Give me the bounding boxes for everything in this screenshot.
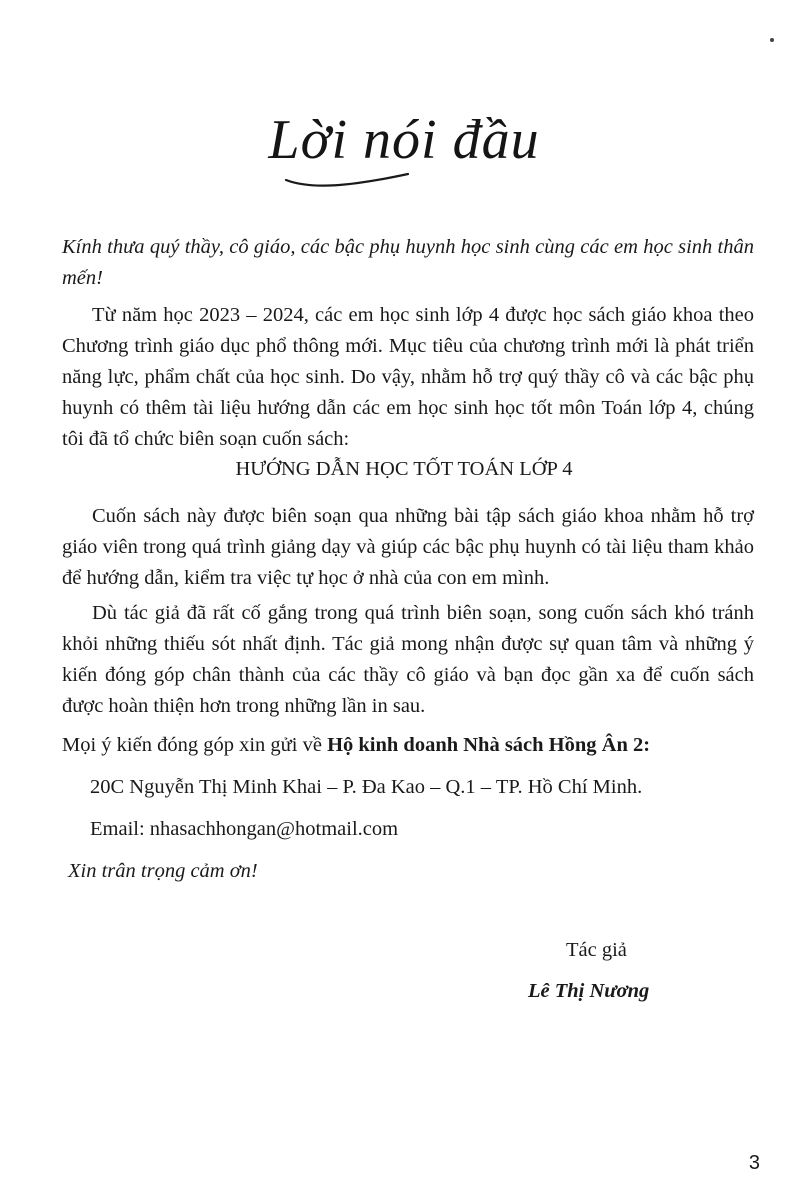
paragraph-3: Dù tác giả đã rất cố gắng trong quá trình biên soạn, song cuốn sách khó tránh khỏi những thiếu sót nhất định. Tác giả mong nhận được sự quan tâm và những ý kiến đóng góp chân thành của các thầy cô giáo và bạn đọc gần xa để cuốn sách được hoàn thiện hơn trong những lần in sau. [62,602,754,717]
page-number: 3 [748,1152,760,1174]
contact-line [62,734,650,757]
author-label: Tác giả [566,939,627,961]
email: Email: nhasachhongan@hotmail.com [90,818,399,840]
address: 20C Nguyễn Thị Minh Khai – P. Đa Kao – Q.1 – TP. Hồ Chí Minh. [90,776,643,798]
contact-intro: Mọi ý kiến đóng góp xin gửi về [62,734,328,756]
paragraph-1: Từ năm học 2023 – 2024, các em học sinh lớp 4 được học sách giáo khoa theo Chương trình giáo dục phổ thông mới. Mục tiêu của chương trình mới là phát triển năng lực, phẩm chất của học sinh. Do vậy, nhằm hỗ trợ quý thầy cô và các bậc phụ huynh có thêm tài liệu hướng dẫn các em học sinh học tốt môn Toán lớp 4, chúng tôi đã tổ chức biên soạn cuốn sách: [62,304,754,450]
greeting: Kính thưa quý thầy, cô giáo, các bậc phụ huynh học sinh cùng các em học sinh thân mến! [62,236,754,289]
title-flourish [282,150,412,190]
page-title: Lời nói đầu [268,109,540,171]
print-speck [770,38,774,42]
thanks: Xin trân trọng cảm ơn! [68,860,258,882]
author-name: Lê Thị Nương [528,980,650,1002]
book-title: HƯỚNG DẪN HỌC TỐT TOÁN LỚP 4 [235,458,573,480]
publisher-name: Hộ kinh doanh Nhà sách Hồng Ân 2: [327,734,651,756]
paragraph-2: Cuốn sách này được biên soạn qua những bài tập sách giáo khoa nhằm hỗ trợ giáo viên trong quá trình giảng dạy và giúp các bậc phụ huynh có tài liệu tham khảo để hướng dẫn, kiểm tra việc tự học ở nhà của con em mình. [62,505,754,589]
